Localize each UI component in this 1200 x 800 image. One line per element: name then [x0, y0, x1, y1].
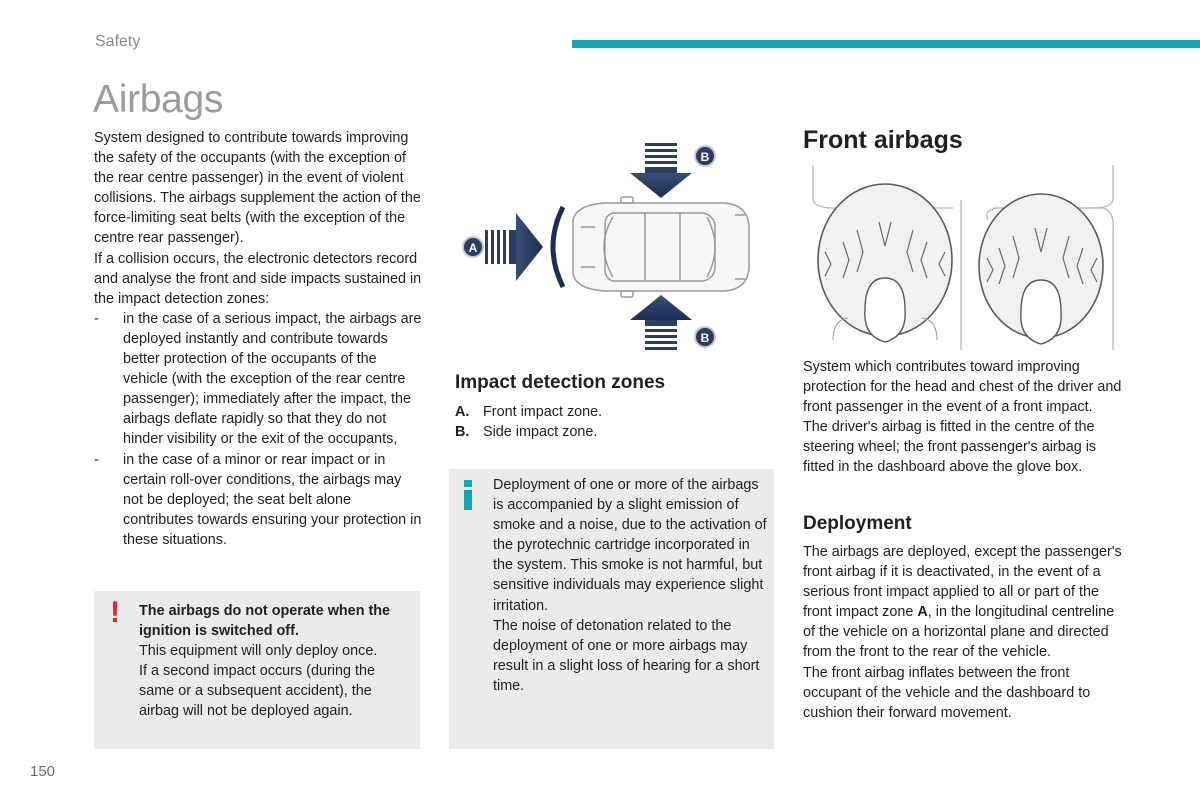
front-zone-bracket — [553, 207, 563, 287]
label-b-top: B — [700, 150, 710, 164]
warning-line-3: If a second impact occurs (during the same or a subsequent accident), the airbag will not be deployed again. — [139, 663, 375, 720]
info-paragraph-2: The noise of detonation related to the deployment of one or more airbags may result in a slight loss of hearing for a short time. — [493, 617, 760, 694]
list-item — [455, 402, 765, 422]
intro-paragraph-2: If a collision occurs, the electronic detectors record and analyse the front and side impacts sustained in the impact detection zones: — [94, 250, 422, 307]
header-accent-bar — [572, 40, 1200, 48]
deployment-text-before: The airbags are deployed, except the passenger's front airbag if it is deactivated, in the event of a serious front impact applied to all or part of the front impact zone — [803, 544, 1122, 621]
warning-icon: ! — [110, 596, 120, 629]
warning-line-2: This equipment will only deploy once. — [139, 643, 378, 660]
side-impact-arrow-top — [630, 143, 692, 198]
list-item — [94, 309, 424, 450]
deployment-paragraph-2: The front airbag inflates between the front occupant of the vehicle and the dashboard to cushion their forward movement. — [803, 664, 1091, 721]
deployment-zone-ref: A — [917, 604, 928, 621]
impact-zones-diagram — [455, 135, 775, 360]
side-impact-arrow-bottom — [630, 295, 692, 350]
passenger-airbag — [979, 194, 1103, 344]
zone-label: Front impact zone. — [483, 404, 603, 420]
label-a-badge — [463, 237, 483, 257]
zone-key: A. — [455, 404, 470, 420]
deployment-text-after: , in the longitudinal centreline of the vehicle on a horizontal plane and directed from the front to the rear of the vehicle. — [803, 604, 1115, 661]
deployment-text — [803, 542, 1123, 723]
front-airbags-text — [803, 357, 1123, 478]
driver-airbag — [818, 184, 952, 342]
front-paragraph-1: System which contributes toward improving protection for the head and chest of the driver and front passenger in the event of a front impact. — [803, 359, 1122, 416]
list-item — [455, 422, 765, 442]
info-icon — [463, 480, 473, 510]
label-b-bottom: B — [700, 331, 710, 345]
front-impact-arrow — [485, 213, 543, 281]
front-airbags-heading: Front airbags — [803, 126, 963, 154]
front-paragraph-2: The driver's airbag is fitted in the centre of the steering wheel; the front passenger's airbag is fitted in the dashboard above the glove box. — [803, 419, 1097, 476]
info-text — [493, 475, 768, 696]
bullet-text: in the case of a serious impact, the airbags are deployed instantly and contribute towards better protection of the occupants of the vehicle (with the exception of the rear centre passenger); immediately after the impact, the airbags deflate rapidly so that they do not hinder visibility or the exit of the occupants, — [123, 310, 422, 448]
front-airbags-illustration — [803, 160, 1123, 352]
bullet-text: in the case of a minor or rear impact or in certain roll-over conditions, the airbags may not be deployed; the seat belt alone contributes towards ensuring your protection in these situations. — [123, 451, 422, 548]
zone-label: Side impact zone. — [483, 424, 598, 441]
list-item — [94, 450, 424, 550]
intro-text — [94, 128, 424, 550]
page-title: Airbags — [93, 78, 224, 121]
warning-text — [139, 601, 414, 722]
section-label: Safety — [95, 33, 141, 50]
bullet-dash: - — [94, 310, 99, 327]
label-a: A — [468, 241, 478, 255]
intro-paragraph-1: System designed to contribute towards improving the safety of the occupants (with the exception of the rear centre passenger) in the event of violent collisions. The airbags supplement the action of the force-limiting seat belts (with the exception of the centre rear passenger). — [94, 130, 421, 247]
warning-bold-line: The airbags do not operate when the ignition is switched off. — [139, 603, 391, 640]
impact-zones-list — [455, 402, 765, 442]
car-top-view — [573, 197, 749, 297]
deployment-heading: Deployment — [803, 513, 912, 534]
deployment-paragraph-1 — [803, 542, 1123, 663]
impact-zones-heading: Impact detection zones — [455, 372, 666, 393]
label-b-top-badge — [695, 146, 715, 166]
info-paragraph-1: Deployment of one or more of the airbags is accompanied by a slight emission of smoke and a noise, due to the activation of the pyrotechnic cartridge incorporated in the system. This smoke is not harmful, but sensitive individuals may experience slight irritation. — [493, 477, 767, 614]
label-b-bottom-badge — [695, 327, 715, 347]
bullet-dash: - — [94, 451, 99, 468]
intro-bullet-list — [94, 309, 424, 550]
zone-key: B. — [455, 424, 470, 441]
page-number: 150 — [30, 763, 56, 780]
